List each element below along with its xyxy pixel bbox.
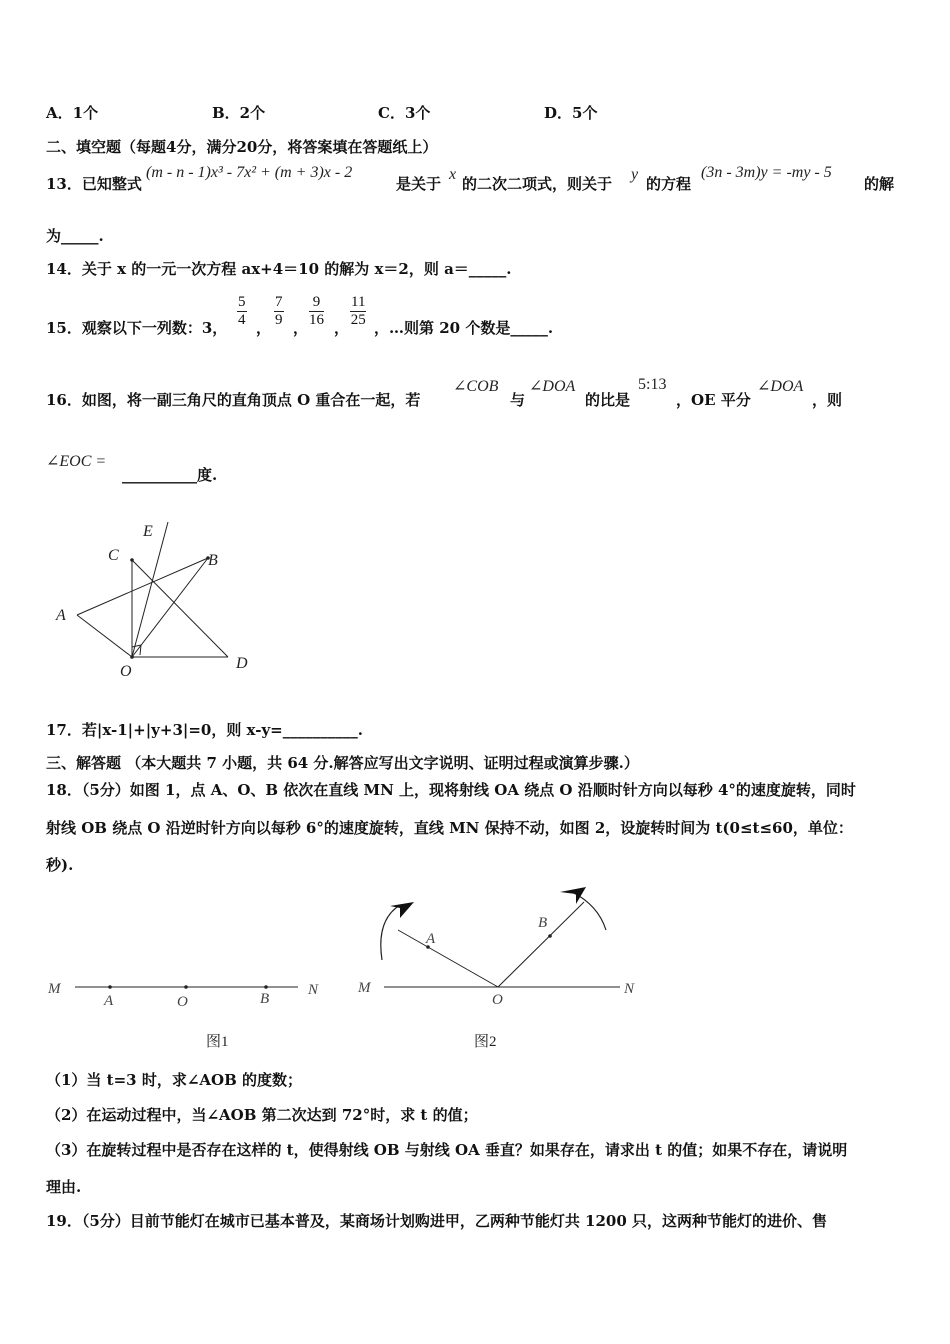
label-n: N xyxy=(624,981,635,997)
point-b xyxy=(264,985,268,989)
q13-prefix: 13．已知整式 xyxy=(46,175,142,193)
q13-text-1: 是关于 xyxy=(396,175,442,193)
label-o: O xyxy=(177,994,188,1010)
q13-line2: 为_____. xyxy=(46,227,104,245)
point-b xyxy=(548,934,552,938)
figure-2-caption: 图2 xyxy=(474,1034,497,1050)
label-b: B xyxy=(538,915,548,931)
rotation-arrow-ob-icon xyxy=(560,887,586,904)
numerator: 7 xyxy=(275,294,283,310)
segment-ab xyxy=(77,558,208,615)
option-d: D．5个 xyxy=(544,104,598,122)
option-c: C．3个 xyxy=(378,104,431,122)
point-c xyxy=(130,558,134,562)
q18-figure-2 xyxy=(350,880,650,1060)
q14-text: 14．关于 x 的一元一次方程 ax+4＝10 的解为 x＝2，则 a＝_____. xyxy=(46,260,512,278)
label-a: A xyxy=(104,993,114,1009)
q18-figure-1 xyxy=(40,965,340,1060)
q18-sub3: （3）在旋转过程中是否存在这样的 t，使得射线 OB 与射线 OA 垂直？如果存在，请求出 t 的值；如果不存在，请说明 xyxy=(46,1141,848,1159)
option-b: B．2个 xyxy=(212,104,266,122)
label-n: N xyxy=(308,982,319,998)
q13-text-3: 的方程 xyxy=(646,175,692,193)
q15-separator: ， xyxy=(256,319,272,337)
label-m: M xyxy=(48,981,61,997)
label-m: M xyxy=(358,980,371,996)
q18-line2: 射线 OB 绕点 O 沿逆时针方向以每秒 6°的速度旋转，直线 MN 保持不动，如图 2，设旋转时间为 t(0≤t≤60，单位： xyxy=(46,819,853,837)
q15-fraction-2 xyxy=(274,294,284,329)
q13-var-x: x xyxy=(449,166,457,183)
label-e: E xyxy=(143,523,153,540)
segment-cd xyxy=(132,560,228,657)
q16-text-3: ，OE 平分 xyxy=(676,391,751,409)
q15-fraction-1 xyxy=(237,294,247,329)
q13-expression-2: (3n - 3m)y = -my - 5 xyxy=(701,164,832,181)
denominator: 9 xyxy=(275,312,283,328)
q16-answer-blank: __________度. xyxy=(122,466,218,484)
rotation-arc-oa xyxy=(381,905,400,960)
label-a: A xyxy=(426,931,436,947)
q16-figure xyxy=(40,510,270,690)
q15-suffix: ，…则第 20 个数是_____. xyxy=(374,319,554,337)
q13-expression-1: (m - n - 1)x³ - 7x² + (m + 3)x - 2 xyxy=(146,164,353,181)
q19-text: 19．（5分）目前节能灯在城市已基本普及，某商场计划购进甲，乙两种节能灯共 1200 只，这两种节能灯的进价、售 xyxy=(46,1212,828,1230)
segment-ob xyxy=(132,558,208,657)
point-o xyxy=(184,985,188,989)
label-a: A xyxy=(56,607,66,624)
label-c: C xyxy=(108,547,119,564)
q13-var-y: y xyxy=(631,166,639,183)
q15-prefix: 15．观察以下一列数：3， xyxy=(46,319,228,337)
section2-header: 二、填空题（每题4分，满分20分，将答案填在答题纸上） xyxy=(46,138,438,156)
q16-angle-doa-2: ∠DOA xyxy=(757,378,804,395)
denominator: 25 xyxy=(350,312,366,328)
label-o: O xyxy=(120,663,132,680)
q16-suffix: ，则 xyxy=(812,391,843,409)
q18-line1: 18．（5分）如图 1，点 A、O、B 依次在直线 MN 上，现将射线 OA 绕点 O 沿顺时针方向以每秒 4°的速度旋转，同时 xyxy=(46,781,856,799)
q16-angle-doa: ∠DOA xyxy=(529,378,576,395)
point-o xyxy=(130,655,134,659)
q16-ratio: 5:13 xyxy=(638,376,667,393)
section3-header: 三、解答题 （本大题共 7 小题，共 64 分.解答应写出文字说明、证明过程或演算步骤.） xyxy=(46,754,639,772)
ray-oe xyxy=(132,522,168,657)
ray-oa xyxy=(398,930,498,987)
segment-ao xyxy=(77,615,132,657)
q18-sub1: （1）当 t=3 时，求∠AOB 的度数； xyxy=(46,1071,302,1089)
option-a: A．1个 xyxy=(46,104,99,122)
label-b: B xyxy=(208,552,218,569)
label-b: B xyxy=(260,991,270,1007)
label-o: O xyxy=(492,992,503,1008)
numerator: 9 xyxy=(309,294,324,312)
q18-sub3-line2: 理由. xyxy=(46,1178,82,1196)
denominator: 4 xyxy=(238,312,246,328)
q17-text: 17．若|x-1|+|y+3|=0，则 x-y=__________. xyxy=(46,721,363,739)
label-d: D xyxy=(236,655,248,672)
numerator: 11 xyxy=(351,294,366,310)
q15-fraction-3 xyxy=(309,294,324,329)
q15-separator: ， xyxy=(334,319,350,337)
q16-angle-cob: ∠COB xyxy=(453,378,499,395)
figure-1-caption: 图1 xyxy=(206,1034,229,1050)
q18-line3: 秒). xyxy=(46,856,74,874)
q18-sub2: （2）在运动过程中，当∠AOB 第二次达到 72°时，求 t 的值； xyxy=(46,1106,478,1124)
q16-angle-eoc: ∠EOC = xyxy=(46,453,107,470)
q13-suffix: 的解 xyxy=(864,175,895,193)
denominator: 16 xyxy=(309,312,324,328)
q16-text-1: 与 xyxy=(510,391,526,409)
q13-text-2: 的二次二项式，则关于 xyxy=(462,175,613,193)
point-a xyxy=(108,985,112,989)
q15-separator: ， xyxy=(293,319,309,337)
numerator: 5 xyxy=(238,294,246,310)
q16-prefix: 16．如图，将一副三角尺的直角顶点 O 重合在一起，若 xyxy=(46,391,421,409)
q16-text-2: 的比是 xyxy=(585,391,631,409)
q15-fraction-4 xyxy=(350,294,366,329)
